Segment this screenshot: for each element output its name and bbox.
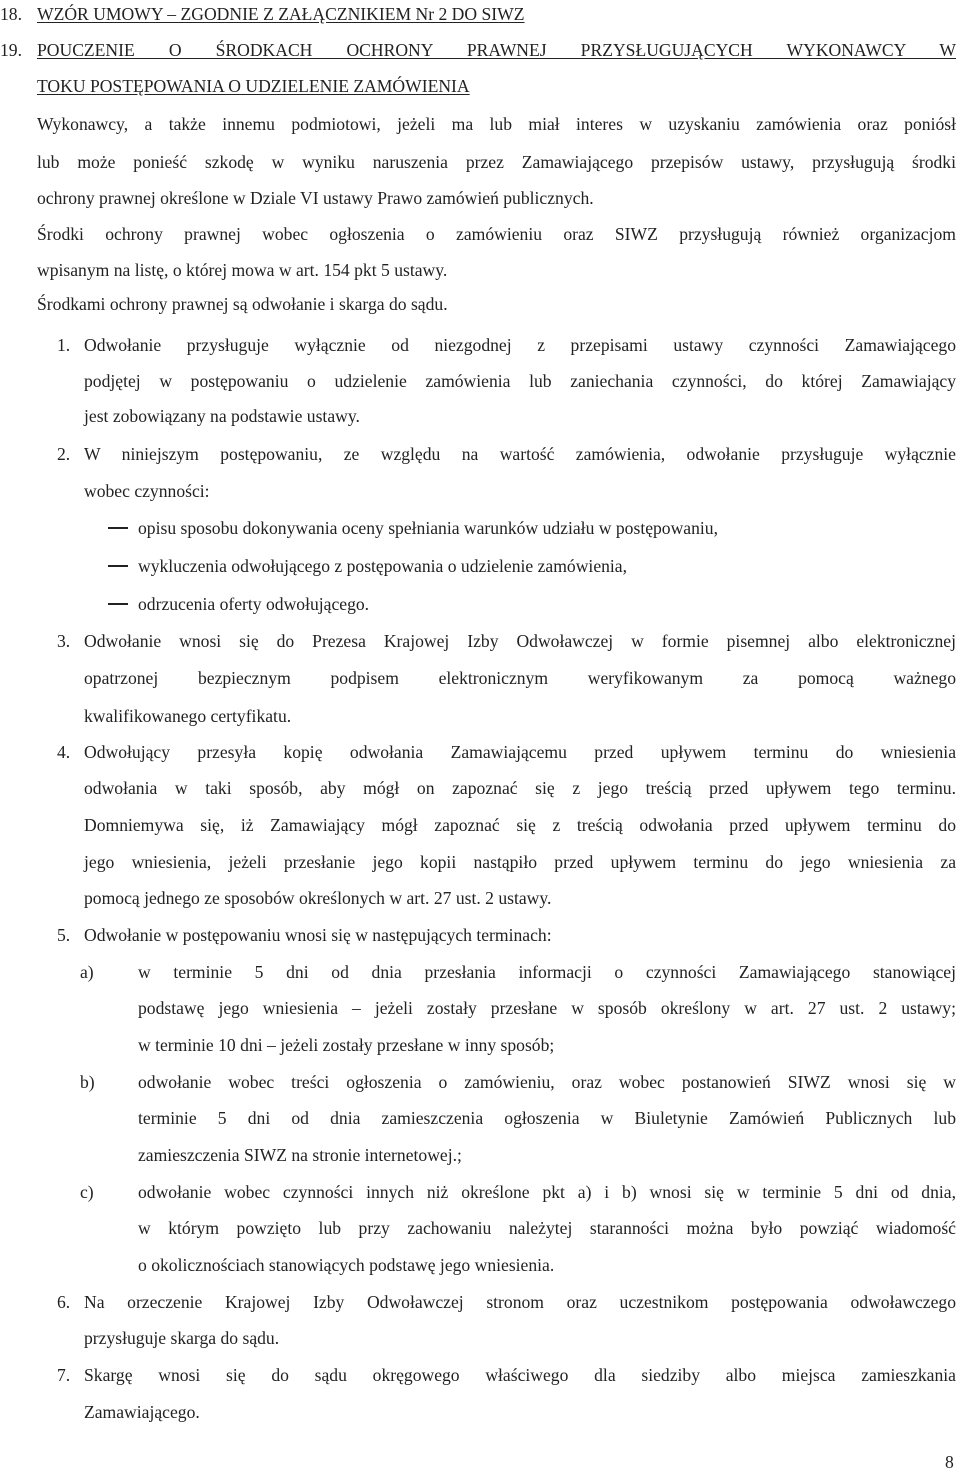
item-2-bullet-3: odrzucenia oferty odwołującego. (138, 594, 370, 614)
item-5c-line1: odwołanie wobec czynności innych niż określone pkt a) i b) wnosi się w terminie 5 dni od dnia, (138, 1182, 956, 1202)
item-3-line1: Odwołanie wnosi się do Prezesa Krajowej Izby Odwoławczej w formie pisemnej albo elektronicznej (84, 631, 956, 651)
item-4-line3: Domniemywa się, iż Zamawiający mógł zapoznać się z treścią odwołania przed upływem terminu do (84, 815, 956, 835)
item-3-line3: kwalifikowanego certyfikatu. (84, 706, 292, 726)
item-2-number: 2. (57, 444, 71, 464)
item-5-number: 5. (57, 925, 71, 945)
item-5c-line3: o okolicznościach stanowiących podstawę jego wniesienia. (138, 1255, 555, 1275)
section-19-heading-line2: TOKU POSTĘPOWANIA O UDZIELENIE ZAMÓWIENIA (37, 76, 470, 96)
section-18-heading: WZÓR UMOWY – ZGODNIE Z ZAŁĄCZNIKIEM Nr 2 DO SIWZ (37, 4, 525, 24)
item-7-line1: Skargę wnosi się do sądu okręgowego właściwego dla siedziby albo miejsca zamieszkania (84, 1365, 956, 1385)
item-4-line1: Odwołujący przesyła kopię odwołania Zamawiającemu przed upływem terminu do wniesienia (84, 742, 956, 762)
item-2-bullet-1: opisu sposobu dokonywania oceny spełniania warunków udziału w postępowaniu, (138, 518, 719, 538)
item-3-number: 3. (57, 631, 71, 651)
item-6-line1: Na orzeczenie Krajowej Izby Odwoławczej stronom oraz uczestnikom postępowania odwoławczego (84, 1292, 956, 1312)
item-5b-line1: odwołanie wobec treści ogłoszenia o zamówieniu, oraz wobec postanowień SIWZ wnosi się w (138, 1072, 956, 1092)
item-1-line1: Odwołanie przysługuje wyłącznie od niezgodnej z przepisami ustawy czynności Zamawiającego (84, 335, 956, 355)
item-4-line2: odwołania w taki sposób, aby mógł on zapoznać się z jego treścią przed upływem tego terminu. (84, 778, 956, 798)
item-1-line2: podjętej w postępowaniu o udzielenie zamówienia lub zaniechania czynności, do której Zamawiający (84, 371, 956, 391)
item-2-bullet-2: wykluczenia odwołującego z postępowania o udzielenie zamówienia, (138, 556, 628, 576)
bullet-dash (108, 603, 128, 605)
item-5b-line3: zamieszczenia SIWZ na stronie internetowej.; (138, 1145, 462, 1165)
section-19-heading-line1: POUCZENIE O ŚRODKACH OCHRONY PRAWNEJ PRZYSŁUGUJĄCYCH WYKONAWCY W (37, 40, 956, 60)
intro-p1-line2: lub może ponieść szkodę w wyniku naruszenia przez Zamawiającego przepisów ustawy, przysługują środki (37, 152, 956, 172)
item-5a-line2: podstawę jego wniesienia – jeżeli zostały przesłane w sposób określony w art. 27 ust. 2 ustawy; (138, 998, 956, 1018)
intro-p1-line3: ochrony prawnej określone w Dziale VI ustawy Prawo zamówień publicznych. (37, 188, 594, 208)
section-18-number: 18. (0, 4, 22, 24)
item-7-line2: Zamawiającego. (84, 1402, 200, 1422)
item-5b-line2: terminie 5 dni od dnia zamieszczenia ogłoszenia w Biuletynie Zamówień Publicznych lub (138, 1108, 956, 1128)
intro-p2-line1: Środki ochrony prawnej wobec ogłoszenia o zamówieniu oraz SIWZ przysługują również organizacjom (37, 224, 956, 244)
bullet-dash (108, 565, 128, 567)
intro-p1-line1: Wykonawcy, a także innemu podmiotowi, jeżeli ma lub miał interes w uzyskaniu zamówienia oraz poniósł (37, 114, 956, 134)
item-5a-line3: w terminie 10 dni – jeżeli zostały przesłane w inny sposób; (138, 1035, 555, 1055)
item-4-line5: pomocą jednego ze sposobów określonych w art. 27 ust. 2 ustawy. (84, 888, 552, 908)
item-5-line1: Odwołanie w postępowaniu wnosi się w następujących terminach: (84, 925, 552, 945)
item-2-line1: W niniejszym postępowaniu, ze względu na wartość zamówienia, odwołanie przysługuje wyłącznie (84, 444, 956, 464)
intro-p2-line2: wpisanym na listę, o której mowa w art. 154 pkt 5 ustawy. (37, 260, 448, 280)
intro-p3-line1: Środkami ochrony prawnej są odwołanie i skarga do sądu. (37, 294, 448, 314)
item-5a-label: a) (80, 962, 94, 982)
item-6-line2: przysługuje skarga do sądu. (84, 1328, 280, 1348)
page-number: 8 (945, 1452, 954, 1472)
item-5a-line1: w terminie 5 dni od dnia przesłania informacji o czynności Zamawiającego stanowiącej (138, 962, 956, 982)
item-5c-label: c) (80, 1182, 94, 1202)
item-6-number: 6. (57, 1292, 71, 1312)
item-5b-label: b) (80, 1072, 95, 1092)
item-5c-line2: w którym powzięto lub przy zachowaniu należytej staranności można było powziąć wiadomość (138, 1218, 956, 1238)
item-4-line4: jego wniesienia, jeżeli przesłanie jego kopii nastąpiło przed upływem terminu do jego wniesienia za (84, 852, 956, 872)
item-7-number: 7. (57, 1365, 71, 1385)
item-1-line3: jest zobowiązany na podstawie ustawy. (84, 406, 360, 426)
item-4-number: 4. (57, 742, 71, 762)
item-3-line2: opatrzonej bezpiecznym podpisem elektronicznym weryfikowanym za pomocą ważnego (84, 668, 956, 688)
section-19-number: 19. (0, 40, 22, 60)
bullet-dash (108, 527, 128, 529)
item-1-number: 1. (57, 335, 71, 355)
item-2-line2: wobec czynności: (84, 481, 210, 501)
